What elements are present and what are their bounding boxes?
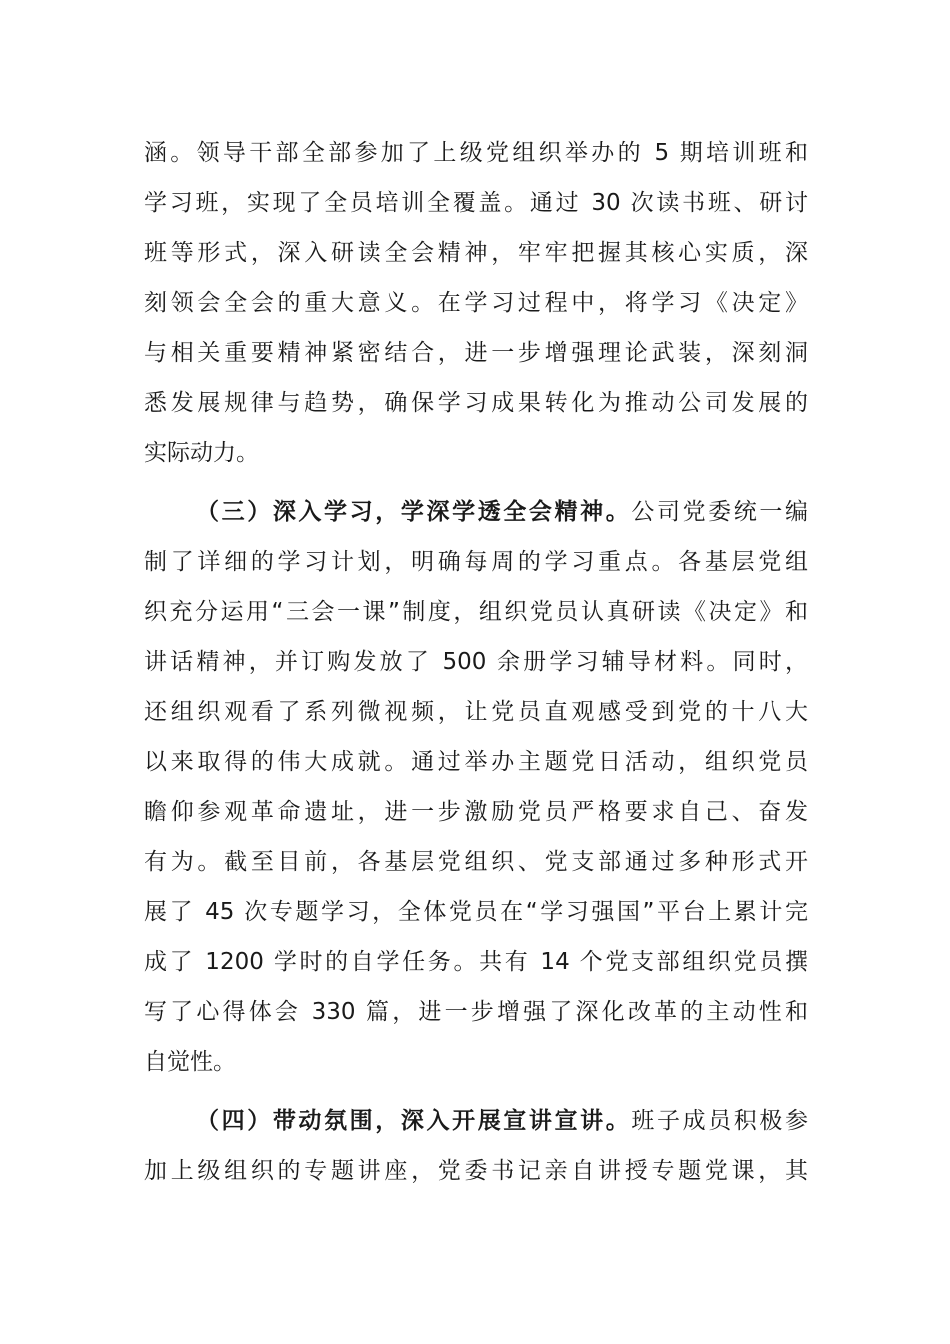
text-line: 加上级组织的专题讲座，党委书记亲自讲授专题党课，其 xyxy=(144,1158,808,1184)
paragraph-section-three xyxy=(144,487,808,1087)
text-line: 瞻仰参观革命遗址，进一步激励党员严格要求自己、奋发 xyxy=(144,799,808,825)
text-line: 写了心得体会 330 篇，进一步增强了深化改革的主动性和 xyxy=(144,999,808,1025)
text-line: 讲话精神，并订购发放了 500 余册学习辅导材料。同时， xyxy=(144,649,808,675)
paragraph-continuation xyxy=(144,128,808,478)
text-line: 实际动力。 xyxy=(144,440,259,466)
paragraph-first-line xyxy=(144,487,808,537)
text-line: 自觉性。 xyxy=(144,1049,236,1075)
text-run: 公司党委统一编 xyxy=(631,499,809,525)
text-line: 班等形式，深入研读全会精神，牢牢把握其核心实质，深 xyxy=(144,240,808,266)
text-line: 有为。截至目前，各基层党组织、党支部通过多种形式开 xyxy=(144,849,808,875)
text-line: 刻领会全会的重大意义。在学习过程中，将学习《决定》 xyxy=(144,290,808,316)
text-run: 班子成员积极参 xyxy=(631,1108,809,1134)
text-line: 制了详细的学习计划，明确每周的学习重点。各基层党组 xyxy=(144,549,808,575)
paragraph-section-four xyxy=(144,1096,808,1196)
text-line: 成了 1200 学时的自学任务。共有 14 个党支部组织党员撰 xyxy=(144,949,808,975)
paragraph-first-line xyxy=(144,1096,808,1146)
text-line: 还组织观看了系列微视频，让党员直观感受到党的十八大 xyxy=(144,699,808,725)
section-heading: （三）深入学习，学深学透全会精神。 xyxy=(196,499,632,525)
text-line: 悉发展规律与趋势，确保学习成果转化为推动公司发展的 xyxy=(144,390,808,416)
text-line: 涵。领导干部全部参加了上级党组织举办的 5 期培训班和 xyxy=(144,140,808,166)
section-heading: （四）带动氛围，深入开展宣讲宣讲。 xyxy=(196,1108,632,1134)
text-line: 与相关重要精神紧密结合，进一步增强理论武装，深刻洞 xyxy=(144,340,808,366)
text-line: 织充分运用“三会一课”制度，组织党员认真研读《决定》和 xyxy=(144,599,808,625)
text-line: 学习班，实现了全员培训全覆盖。通过 30 次读书班、研讨 xyxy=(144,190,808,216)
text-line: 展了 45 次专题学习，全体党员在“学习强国”平台上累计完 xyxy=(144,899,808,925)
text-line: 以来取得的伟大成就。通过举办主题党日活动，组织党员 xyxy=(144,749,808,775)
